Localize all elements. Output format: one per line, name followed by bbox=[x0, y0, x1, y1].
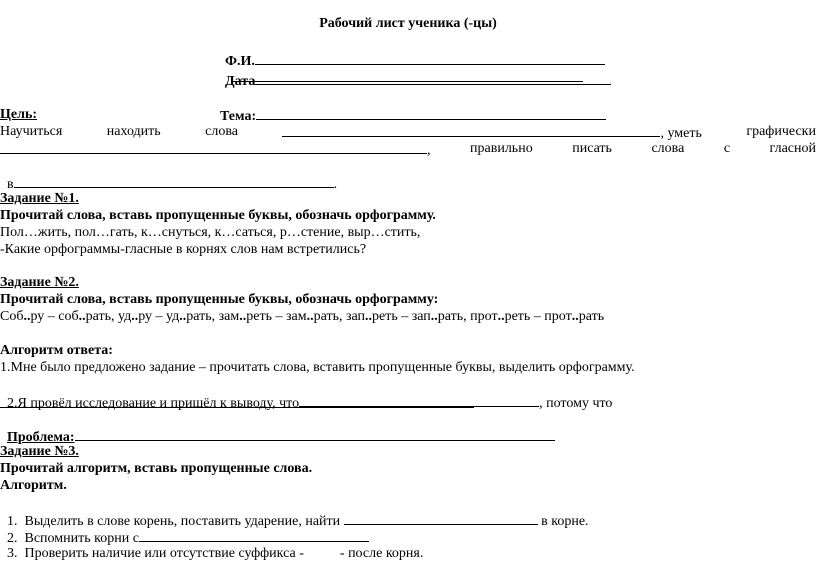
task2-heading: Задание №2. bbox=[0, 275, 79, 290]
answer-line-1: 1.Мне было предложено задание – прочитать слова, вставить пропущенные буквы, выделить орфограмму. bbox=[0, 360, 635, 375]
date-label: Дата bbox=[225, 74, 256, 89]
goal-word: слова bbox=[651, 141, 685, 156]
goal-row-3 bbox=[0, 157, 338, 192]
missing-letter-dots: .. bbox=[23, 309, 31, 324]
goal-row-1 bbox=[0, 123, 816, 140]
algo-blank-1[interactable] bbox=[344, 511, 538, 525]
task3-instruction: Прочитай алгоритм, вставь пропущенные слова. bbox=[0, 461, 313, 476]
algo-step-1 bbox=[0, 494, 589, 529]
task2-word-part: ру – уд bbox=[138, 309, 180, 324]
task2-word-part: рать, зам bbox=[186, 309, 240, 324]
date-blank[interactable] bbox=[255, 71, 611, 85]
answer-line-2 bbox=[0, 376, 613, 411]
goal-word: , bbox=[427, 143, 431, 158]
problem-field bbox=[0, 410, 555, 445]
task2-word-part: рать, зап bbox=[313, 309, 365, 324]
algo-heading: Алгоритм. bbox=[0, 478, 67, 493]
missing-letter-dots: .. bbox=[430, 309, 438, 324]
goal-word: гласной bbox=[769, 141, 816, 156]
missing-letter-dots: .. bbox=[179, 309, 187, 324]
goal-word: графически bbox=[746, 124, 816, 139]
date-field bbox=[218, 54, 611, 89]
missing-letter-dots: .. bbox=[239, 309, 247, 324]
missing-letter-dots: .. bbox=[571, 309, 579, 324]
answer-text: , потому что bbox=[539, 396, 613, 411]
task2-word-part: рать, прот bbox=[437, 309, 498, 324]
answer-blank-1[interactable] bbox=[299, 393, 539, 407]
page-title: Рабочий лист ученика (-цы) bbox=[319, 16, 497, 31]
goal-word: Научиться bbox=[0, 124, 63, 139]
task2-word-part: реть – прот bbox=[504, 309, 572, 324]
algo-text: 2. Вспомнить корни с bbox=[7, 531, 139, 546]
task2-word-part: рать bbox=[578, 309, 605, 324]
task2-word-part: ру – соб bbox=[30, 309, 79, 324]
task2-instruction: Прочитай слова, вставь пропущенные буквы, обозначь орфограмму: bbox=[0, 292, 439, 307]
algo-step-2 bbox=[0, 511, 369, 546]
goal-word: правильно bbox=[470, 141, 533, 156]
topic-field bbox=[213, 89, 606, 124]
missing-letter-dots: .. bbox=[78, 309, 86, 324]
missing-letter-dots: .. bbox=[365, 309, 372, 324]
goal-word: писать bbox=[572, 141, 612, 156]
task2-word-part: рать, уд bbox=[85, 309, 132, 324]
task2-word-part: Соб bbox=[0, 309, 24, 324]
goal-word: слова bbox=[205, 124, 238, 139]
goal-blank-2[interactable] bbox=[0, 140, 427, 154]
missing-letter-dots: .. bbox=[131, 309, 139, 324]
goal-word: находить bbox=[106, 124, 161, 139]
goal-word: с bbox=[723, 141, 731, 156]
goal-blank-1[interactable] bbox=[282, 123, 660, 137]
task2-word-part: реть – зап bbox=[372, 309, 431, 324]
fio-label: Ф.И. bbox=[225, 54, 255, 69]
answer-heading: Алгоритм ответа: bbox=[0, 343, 113, 358]
answer-text: 2.Я провёл исследование и пришёл к выводу, что bbox=[7, 396, 300, 411]
task3-heading: Задание №3. bbox=[0, 444, 79, 459]
algo-text: 1. Выделить в слове корень, поставить ударение, найти bbox=[7, 514, 341, 529]
task2-words bbox=[0, 308, 604, 325]
task2-word-part: реть – зам bbox=[246, 309, 307, 324]
task1-instruction: Прочитай слова, вставь пропущенные буквы, обозначь орфограмму. bbox=[0, 208, 436, 223]
goal-heading: Цель: bbox=[0, 107, 38, 122]
algo-step-3 bbox=[0, 528, 424, 561]
goal-row-2 bbox=[0, 140, 816, 157]
task1-words: Пол…жить, пол…гать, к…снуться, к…саться, р…стение, выр…стить, bbox=[0, 225, 421, 240]
task1-question: -Какие орфограммы-гласные в корнях слов нам встретились? bbox=[0, 242, 367, 257]
goal-blank-3[interactable] bbox=[14, 174, 334, 188]
topic-label: Тема: bbox=[220, 109, 257, 124]
goal-word: , уметь bbox=[660, 126, 702, 141]
goal-word: . bbox=[333, 177, 338, 192]
missing-letter-dots: .. bbox=[306, 309, 314, 324]
algo-text: - после корня. bbox=[339, 546, 424, 561]
algo-text: в корне. bbox=[541, 514, 589, 529]
missing-letter-dots: .. bbox=[497, 309, 505, 324]
problem-blank[interactable] bbox=[75, 427, 555, 441]
goal-word: в bbox=[7, 177, 14, 192]
task1-heading: Задание №1. bbox=[0, 191, 79, 206]
fio-field bbox=[218, 34, 605, 69]
extra-blank-line[interactable] bbox=[233, 81, 583, 82]
answer-blank-2[interactable] bbox=[0, 407, 474, 408]
problem-label: Проблема: bbox=[7, 430, 75, 445]
algo-text: 3. Проверить наличие или отсутствие суффикса - bbox=[7, 546, 304, 561]
topic-blank[interactable] bbox=[256, 106, 606, 120]
